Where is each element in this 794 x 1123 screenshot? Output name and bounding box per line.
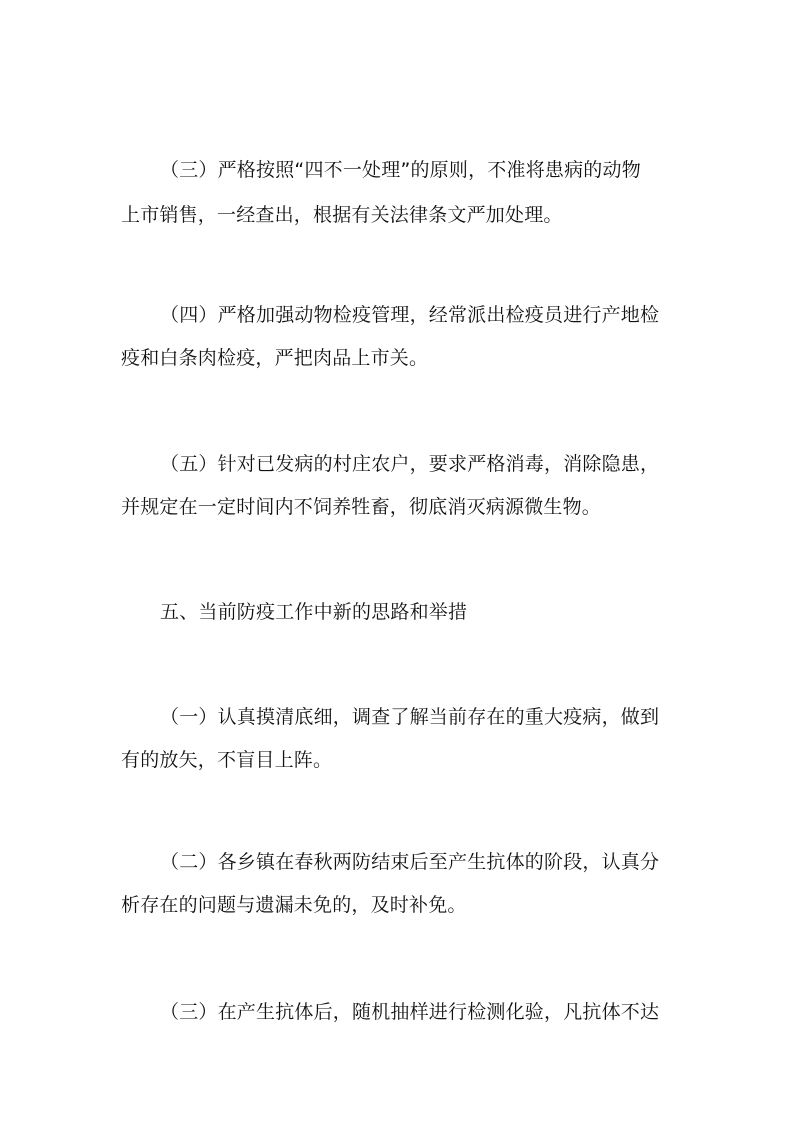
- paragraph-3-line-2: 上市销售，一经查出，根据有关法律条文严加处理。: [121, 204, 563, 226]
- paragraph-4-line-1: （四）严格加强动物检疫管理，经常派出检疫员进行产地检: [160, 304, 660, 326]
- section-heading-5: 五、当前防疫工作中新的思路和举措: [160, 601, 468, 623]
- paragraph-5-line-2: 并规定在一定时间内不饲养牲畜，彻底消灭病源微生物。: [121, 496, 602, 518]
- measure-1-line-2: 有的放矢，不盲目上阵。: [121, 749, 333, 771]
- measure-3-line-1: （三）在产生抗体后，随机抽样进行检测化验，凡抗体不达: [160, 1001, 660, 1023]
- paragraph-5-line-1: （五）针对已发病的村庄农户，要求严格消毒，消除隐患，: [160, 453, 660, 475]
- measure-1-line-1: （一）认真摸清底细，调查了解当前存在的重大疫病，做到: [160, 706, 660, 728]
- paragraph-4-line-2: 疫和白条肉检疫，严把肉品上市关。: [121, 347, 429, 369]
- paragraph-3-line-1: （三）严格按照“四不一处理”的原则，不准将患病的动物: [160, 159, 641, 181]
- measure-2-line-1: （二）各乡镇在春秋两防结束后至产生抗体的阶段，认真分: [160, 851, 660, 873]
- measure-2-line-2: 析存在的问题与遗漏未免的，及时补免。: [121, 894, 467, 916]
